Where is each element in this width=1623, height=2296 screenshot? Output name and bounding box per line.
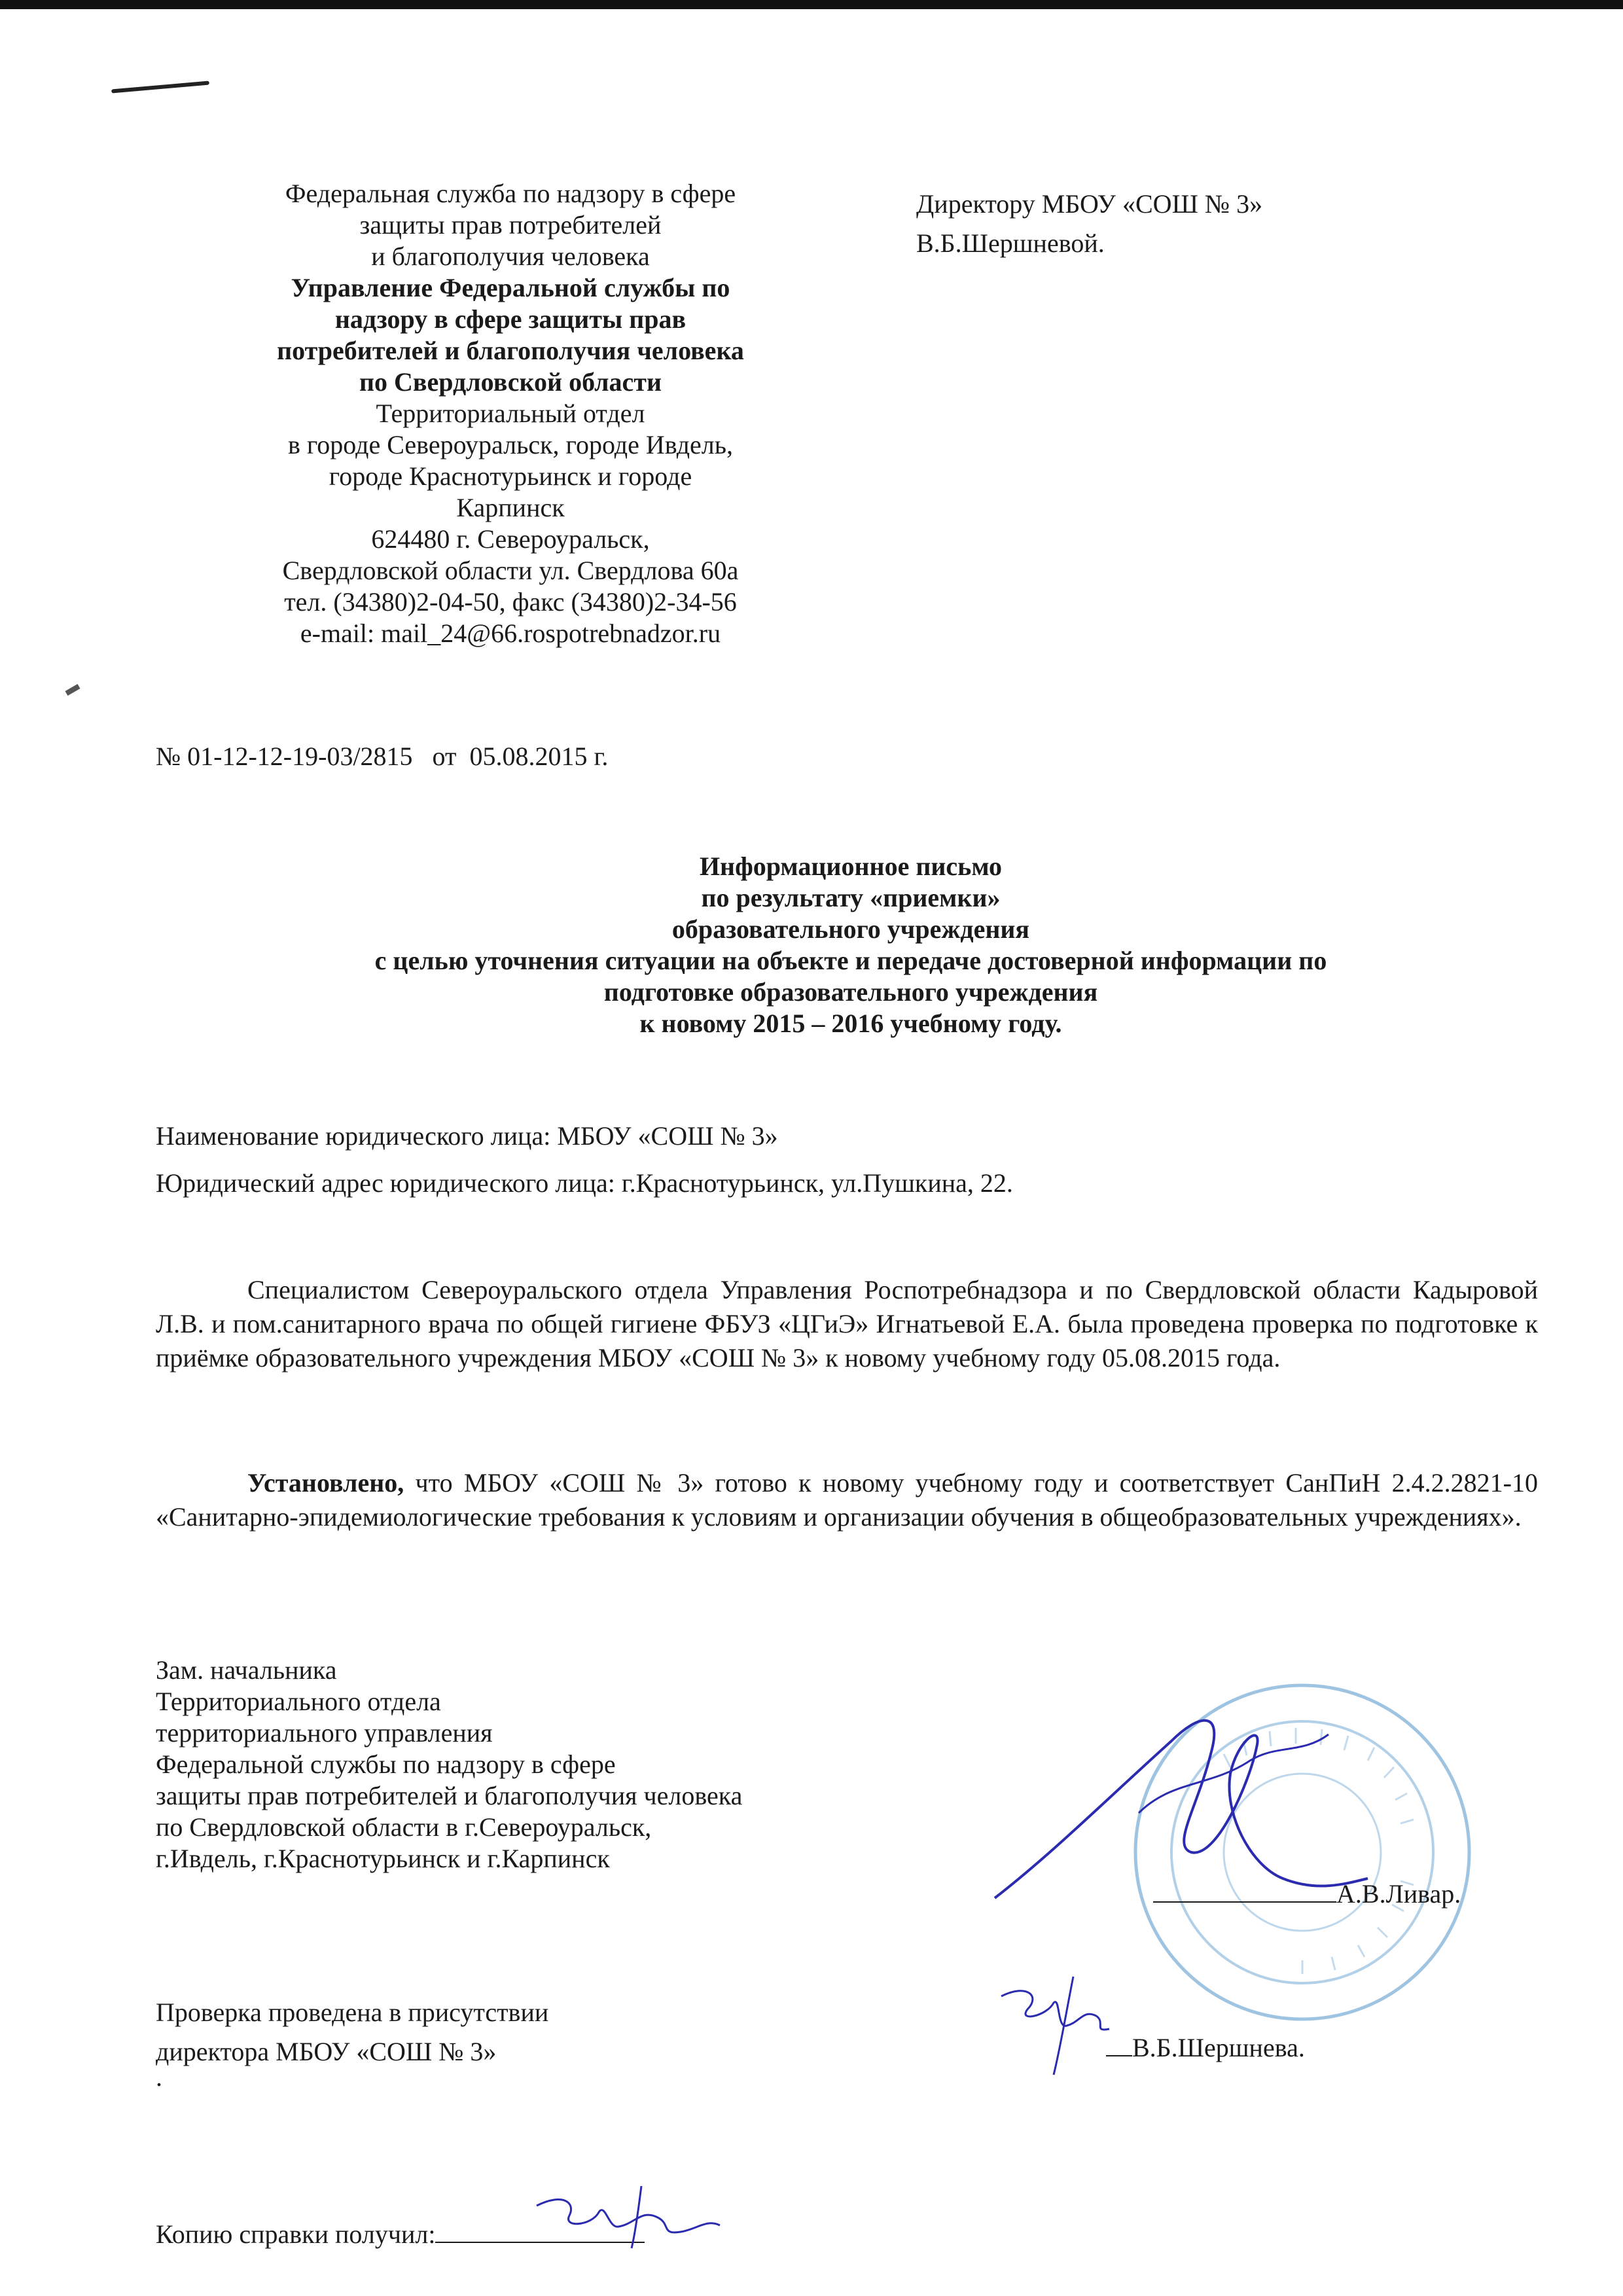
signer-line: Зам. начальника	[156, 1655, 337, 1685]
addressee-block	[916, 185, 1505, 263]
sender-line: Карпинск	[456, 493, 565, 522]
title-line: Информационное письмо	[699, 852, 1003, 881]
registration-number: № 01-12-12-19-03/2815 от 05.08.2015 г.	[156, 742, 609, 771]
sender-line: Управление Федеральной службы по	[291, 273, 730, 302]
paragraph-lead: Установлено,	[247, 1468, 404, 1498]
director-name-text: В.Б.Шершнева.	[1132, 2033, 1305, 2062]
sender-line: 624480 г. Североуральск,	[371, 524, 650, 554]
presence-line: Проверка проведена в присутствии	[156, 1998, 549, 2027]
paragraph-text: Специалистом Североуральского отдела Управления Роспотребнадзора и по Свердловской области Кадыровой Л.В. и пом.санитарного врача по общей гигиене ФБУЗ «ЦГиЭ» Игнатьевой Е.А. была проведена проверка по подготовке к приёмке образовательного учреждения МБОУ «СОШ № 3» к новому учебному году 05.08.2015 года.	[156, 1275, 1538, 1372]
body-paragraph	[156, 1273, 1538, 1375]
title-line: подготовке образовательного учреждения	[603, 977, 1098, 1007]
sender-line: защиты прав потребителей	[359, 210, 662, 240]
signature-copy	[530, 2179, 726, 2251]
title-line: по результату «приемки»	[701, 883, 1001, 912]
signer-name-text: А.В.Ливар.	[1336, 1879, 1461, 1909]
signer-name	[1153, 1878, 1461, 1909]
sender-line: Федеральная служба по надзору в сфере	[285, 179, 736, 208]
legal-entity-name: Наименование юридического лица: МБОУ «СОШ № 3»	[156, 1121, 778, 1151]
director-signature-name	[1106, 2032, 1305, 2063]
addressee-line: Директору МБОУ «СОШ № 3»	[916, 189, 1263, 219]
signer-line: г.Ивдель, г.Краснотурьинск и г.Карпинск	[156, 1844, 610, 1873]
addressee-name: В.Б.Шершневой.	[916, 228, 1105, 258]
signer-line: территориального управления	[156, 1718, 493, 1748]
signer-line: Федеральной службы по надзору в сфере	[156, 1749, 616, 1779]
sender-line: в городе Североуральск, городе Ивдель,	[288, 430, 733, 459]
signer-block	[156, 1655, 742, 1874]
document-title	[196, 851, 1505, 1039]
sender-line: Территориальный отдел	[376, 399, 645, 428]
copy-label: Копию справки получил:	[156, 2219, 436, 2249]
sender-line: Свердловской области ул. Свердлова 60а	[282, 556, 739, 585]
sender-line: и благополучия человека	[371, 242, 650, 271]
signature-line	[1153, 1879, 1336, 1903]
sender-block	[196, 178, 825, 649]
title-line: образовательного учреждения	[671, 914, 1030, 944]
paragraph-text: что МБОУ «СОШ № 3» готово к новому учебному году и соответствует СанПиН 2.4.2.2821-10 «Санитарно-эпидемиологические требования к условиям и организации обучения в общеобразовательных учреждениях».	[156, 1468, 1538, 1532]
sender-line: по Свердловской области	[359, 367, 662, 397]
scan-artifact	[111, 81, 209, 93]
signer-line: по Свердловской области в г.Североуральск,	[156, 1812, 652, 1842]
signature-director	[988, 1970, 1132, 2081]
stray-dot: .	[156, 2062, 162, 2092]
scan-edge	[0, 0, 1623, 9]
legal-entity-address: Юридический адрес юридического лица: г.Краснотурьинск, ул.Пушкина, 22.	[156, 1168, 1013, 1198]
scan-artifact	[65, 684, 80, 696]
title-line: к новому 2015 – 2016 учебному году.	[639, 1009, 1062, 1038]
sender-line: потребителей и благополучия человека	[277, 336, 744, 365]
sender-line: надзору в сфере защиты прав	[334, 304, 687, 334]
sender-line: тел. (34380)2-04-50, факс (34380)2-34-56	[284, 587, 737, 617]
body-paragraph	[156, 1466, 1538, 1534]
title-line: с целью уточнения ситуации на объекте и передаче достоверной информации по	[374, 946, 1327, 975]
signer-line: защиты прав потребителей и благополучия человека	[156, 1781, 743, 1810]
signer-line: Территориального отдела	[156, 1687, 441, 1716]
signature-line	[1106, 2033, 1132, 2056]
sender-line: городе Краснотурьинск и городе	[329, 461, 692, 491]
presence-block	[156, 1993, 548, 2072]
sender-line: e-mail: mail_24@66.rospotrebnadzor.ru	[300, 619, 721, 648]
presence-director: директора МБОУ «СОШ № 3»	[156, 2037, 497, 2066]
